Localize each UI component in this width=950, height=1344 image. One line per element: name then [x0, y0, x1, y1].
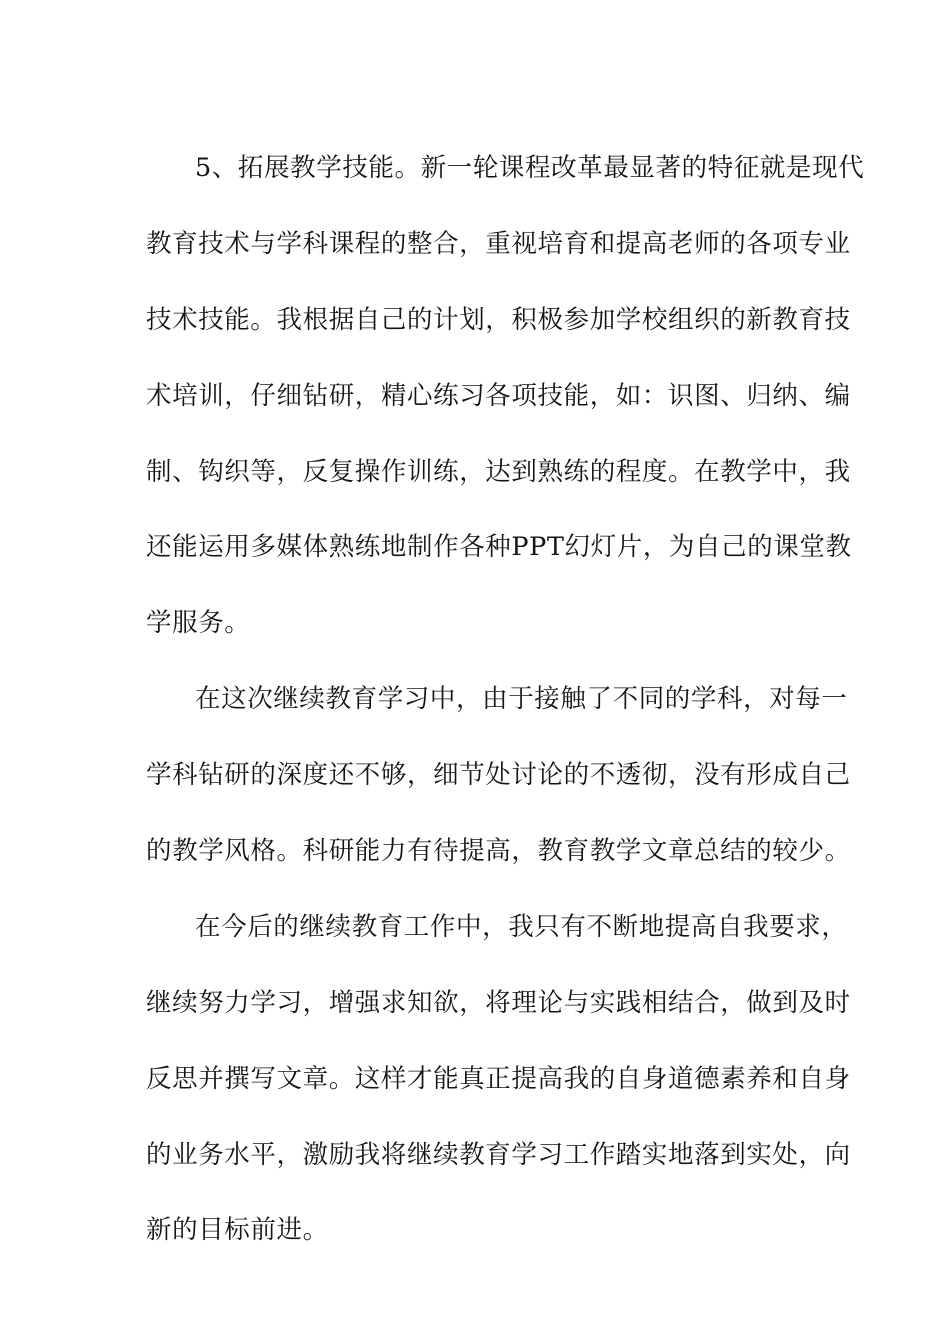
text-line: 术培训，仔细钻研，精心练习各项技能，如：识图、归纳、编: [146, 380, 851, 411]
text-line: 教育技术与学科课程的整合，重视培育和提高老师的各项专业: [146, 228, 851, 259]
text-line: 在这次继续教育学习中，由于接触了不同的学科，对每一: [195, 684, 848, 715]
text-line: 新的目标前进。: [146, 1215, 329, 1246]
text-line: 学科钻研的深度还不够，细节处讨论的不透彻，没有形成自己: [146, 760, 851, 791]
text-line: 在今后的继续教育工作中，我只有不断地提高自我要求，: [195, 911, 848, 942]
text-line: 继续努力学习，增强求知欲，将理论与实践相结合，做到及时: [146, 987, 851, 1018]
text-line: 制、钩织等，反复操作训练，达到熟练的程度。在教学中，我: [146, 456, 851, 487]
text-line: 技术技能。我根据自己的计划，积极参加学校组织的新教育技: [146, 304, 851, 335]
text-line: 的业务水平，激励我将继续教育学习工作踏实地落到实处，向: [146, 1139, 851, 1170]
text-line: 还能运用多媒体熟练地制作各种PPT幻灯片，为自己的课堂教: [146, 532, 852, 563]
text-line: 学服务。: [146, 608, 251, 639]
text-line: 反思并撰写文章。这样才能真正提高我的自身道德素养和自身: [146, 1063, 851, 1094]
text-line: 5、拓展教学技能。新一轮课程改革最显著的特征就是现代: [195, 153, 865, 183]
document-body: [146, 131, 865, 1269]
text-line: 的教学风格。科研能力有待提高，教育教学文章总结的较少。: [146, 836, 851, 867]
